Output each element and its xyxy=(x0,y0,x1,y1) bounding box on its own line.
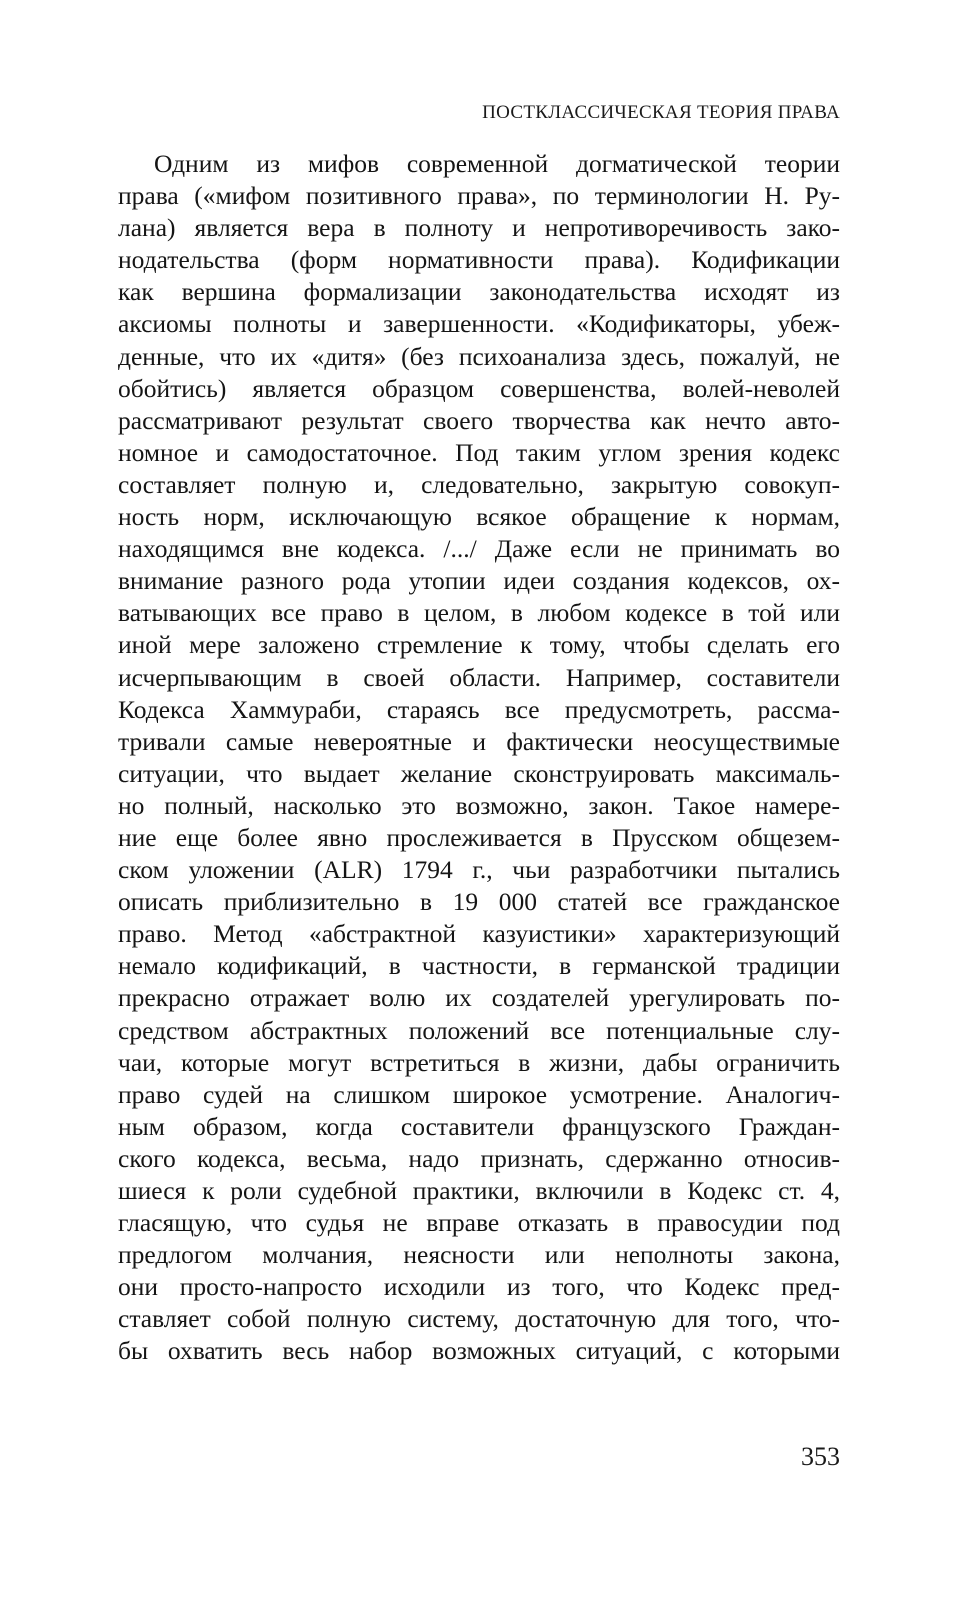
text-line: внимание разного рода утопии идеи создания кодексов, ох- xyxy=(118,566,840,596)
text-line: право судей на слишком широкое усмотрение. Аналогич- xyxy=(118,1079,840,1109)
text-line: составляет полную и, следовательно, закрытую совокуп- xyxy=(118,469,840,499)
text-line: они просто-напросто исходили из того, что Кодекс пред- xyxy=(118,1272,840,1302)
text-line: средством абстрактных положений все потенциальные слу- xyxy=(118,1015,840,1045)
text-line: аксиомы полноты и завершенности. «Кодификаторы, убеж- xyxy=(118,309,840,339)
text-line: тривали самые невероятные и фактически неосуществимые xyxy=(118,726,840,756)
text-line: гласящую, что судья не вправе отказать в правосудии под xyxy=(118,1208,840,1238)
text-line: чаи, которые могут встретиться в жизни, дабы ограничить xyxy=(118,1047,840,1077)
text-line: Кодекса Хаммураби, стараясь все предусмотреть, рассма- xyxy=(118,694,840,724)
text-line: но полный, насколько это возможно, закон. Такое намере- xyxy=(118,790,840,820)
text-line: находящимся вне кодекса. /.../ Даже если не принимать во xyxy=(118,534,840,564)
text-line: номное и самодостаточное. Под таким углом зрения кодекс xyxy=(118,437,840,467)
text-line: исчерпывающим в своей области. Например, составители xyxy=(118,662,840,692)
text-line: рассматривают результат своего творчества как нечто авто- xyxy=(118,405,840,435)
text-line: немало кодификаций, в частности, в германской традиции xyxy=(118,951,840,981)
text-line: ным образом, когда составители французского Граждан- xyxy=(118,1111,840,1141)
text-line: ском уложении (ALR) 1794 г., чьи разработчики пытались xyxy=(118,855,840,885)
text-line: ставляет собой полную систему, достаточную для того, что- xyxy=(118,1304,840,1334)
body-text xyxy=(118,148,840,1368)
text-line: права («мифом позитивного права», по терминологии Н. Ру- xyxy=(118,181,840,211)
text-line: обойтись) является образцом совершенства, волей-неволей xyxy=(118,373,840,403)
text-line: бы охватить весь набор возможных ситуаций, с которыми xyxy=(118,1336,840,1366)
text-line: право. Метод «абстрактной казуистики» характеризующий xyxy=(118,919,840,949)
text-line: прекрасно отражает волю их создателей урегулировать по- xyxy=(118,983,840,1013)
text-line: описать приблизительно в 19 000 статей все гражданское xyxy=(118,887,840,917)
page-number: 353 xyxy=(801,1442,840,1471)
text-line: ватывающих все право в целом, в любом кодексе в той или xyxy=(118,598,840,628)
text-line: шиеся к роли судебной практики, включили в Кодекс ст. 4, xyxy=(118,1176,840,1205)
text-line: ние еще более явно прослеживается в Прусском общезем- xyxy=(118,822,840,852)
text-line: иной мере заложено стремление к тому, чтобы сделать его xyxy=(118,630,840,660)
text-line: ность норм, исключающую всякое обращение к нормам, xyxy=(118,502,840,532)
text-line: нодательства (форм нормативности права). Кодификации xyxy=(118,245,840,275)
text-line: ского кодекса, весьма, надо признать, сдержанно относив- xyxy=(118,1143,840,1173)
text-line: лана) является вера в полноту и непротиворечивость зако- xyxy=(118,213,840,243)
text-line: ситуации, что выдает желание сконструировать максималь- xyxy=(118,758,840,788)
text-line: как вершина формализации законодательства исходят из xyxy=(118,277,840,307)
text-line: предлогом молчания, неясности или неполноты закона, xyxy=(118,1240,840,1270)
running-header: ПОСТКЛАССИЧЕСКАЯ ТЕОРИЯ ПРАВА xyxy=(482,102,840,123)
text-line: денные, что их «дитя» (без психоанализа здесь, пожалуй, не xyxy=(118,341,840,371)
text-line: Одним из мифов современной догматической теории xyxy=(154,149,840,178)
